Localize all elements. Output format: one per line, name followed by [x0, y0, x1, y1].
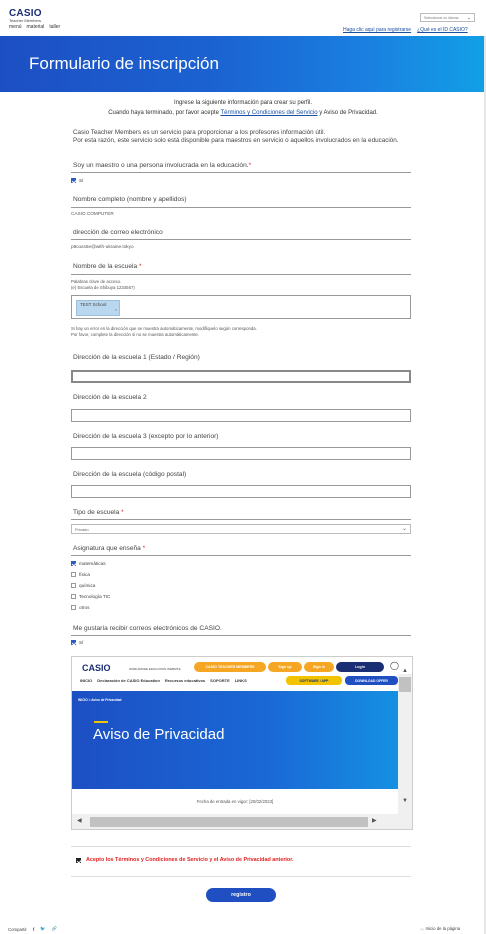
teacher-option-label: Sí: [79, 178, 84, 183]
subject-label: [73, 545, 145, 552]
nav-menu[interactable]: menú: [9, 24, 22, 30]
scroll-thumb[interactable]: [399, 677, 411, 692]
fullname-label: Nombre completo (nombre y apellidos): [73, 196, 187, 203]
frame-nav: [80, 678, 247, 683]
school-type-select[interactable]: [71, 524, 411, 534]
top-links: [343, 27, 468, 33]
divider: [71, 555, 411, 556]
intro-line-2: [0, 110, 486, 116]
checkbox-icon[interactable]: [71, 178, 76, 183]
checkbox-icon[interactable]: [71, 561, 76, 566]
divider: [71, 274, 411, 275]
school-chip-label: TEST School: [80, 302, 107, 307]
logo-subtitle: Teacher Members: [9, 18, 42, 23]
scroll-thumb[interactable]: [90, 817, 368, 827]
what-is-casio-id-link[interactable]: ¿Qué es el ID CASIO?: [417, 27, 468, 33]
teacher-members-pill[interactable]: CASIO TEACHER MEMBERS: [194, 662, 266, 672]
email-label: dirección de correo electrónico: [73, 229, 163, 236]
required-mark: *: [248, 162, 252, 169]
divider: [71, 239, 411, 240]
checkbox-icon[interactable]: [71, 640, 76, 645]
search-icon[interactable]: ◯: [390, 661, 399, 670]
subject-option-label: matemáticas: [79, 561, 106, 566]
school-type-label-text: Tipo de escuela: [73, 509, 120, 516]
subject-label-text: Asignatura que enseña: [73, 545, 141, 552]
checkbox-icon[interactable]: [71, 583, 76, 588]
intro-text-end: y Aviso de Privacidad.: [317, 110, 378, 116]
required-mark: *: [139, 263, 142, 270]
subject-checkbox-math[interactable]: [71, 561, 106, 566]
back-to-top-label: Inicio de la página: [425, 926, 461, 931]
intro-line-1: Ingrese la siguiente información para crear su perfil.: [173, 100, 313, 106]
language-select-value: Seleccionar un idioma: [424, 16, 459, 20]
frame-nav-resources[interactable]: Recursos educativos: [164, 678, 206, 683]
chevron-down-icon: ⌄: [401, 526, 407, 532]
nav-workshop[interactable]: taller: [49, 24, 61, 30]
login-pill[interactable]: Login: [336, 662, 384, 672]
divider: [71, 635, 411, 636]
checkbox-icon[interactable]: [71, 572, 76, 577]
fullname-value: CASIO COMPUTER: [71, 211, 114, 216]
address-note-1: Si hay un error en la dirección que se muestra automáticamente, modifíquelo según corresponda.: [71, 326, 257, 331]
subject-option-label: física: [79, 572, 90, 577]
required-mark: *: [142, 545, 146, 552]
address-1-label: Dirección de la escuela 1 (Estado / Región): [73, 354, 200, 361]
postal-code-input[interactable]: [71, 485, 411, 498]
divider: [71, 207, 411, 208]
address-2-label: Dirección de la escuela 2: [73, 394, 147, 401]
chevron-down-icon: ⌄: [466, 15, 471, 21]
twitter-icon[interactable]: 🐦: [40, 926, 46, 931]
software-app-button[interactable]: SOFTWARE / APP: [286, 676, 342, 685]
address-3-label: Dirección de la escuela 3 (excepto por lo anterior): [73, 433, 219, 440]
emails-opt-checkbox[interactable]: [71, 640, 83, 645]
frame-vertical-scrollbar[interactable]: [398, 668, 413, 814]
subject-checkbox-ict[interactable]: [71, 594, 110, 599]
frame-worldwide-label: WORLDWIDE EDUCATION WEBSITE: [129, 667, 181, 671]
frame-breadcrumb[interactable]: INICIO > Aviso de Privacidad: [78, 698, 122, 702]
accent-line: [94, 721, 108, 723]
frame-casio-logo[interactable]: CASIO: [82, 663, 111, 673]
register-button[interactable]: registro: [206, 888, 276, 902]
frame-horizontal-scrollbar[interactable]: [72, 814, 413, 830]
school-hint: [71, 279, 135, 291]
download-offer-button[interactable]: DOWNLOAD OFFER: [345, 676, 398, 685]
teacher-checkbox[interactable]: [71, 178, 83, 183]
sign-in-pill[interactable]: Sign in: [304, 662, 334, 672]
postal-code-label: Dirección de la escuela (código postal): [73, 471, 187, 478]
link-icon[interactable]: 🔗: [51, 926, 58, 931]
intro-text: Cuando haya terminado, por favor acepte: [108, 110, 221, 116]
frame-nav-home[interactable]: INICIO: [80, 678, 93, 683]
accept-terms-checkbox[interactable]: [76, 857, 294, 863]
privacy-notice-frame[interactable]: [71, 656, 413, 830]
scroll-right-icon[interactable]: ▶: [372, 818, 377, 824]
about-line-2: Por esta razón, este servicio solo está disponible para maestros en servicio o aquellos involucrados en la educación.: [73, 137, 399, 145]
subject-option-label: química: [79, 583, 96, 588]
divider: [71, 519, 411, 520]
frame-nav-links[interactable]: LINKS: [234, 678, 247, 683]
accept-terms-label: Acepto los Términos y Condiciones de Servicio y el Aviso de Privacidad anterior.: [86, 857, 294, 863]
close-icon[interactable]: ×: [114, 307, 117, 312]
scroll-up-icon[interactable]: ▲: [402, 668, 408, 674]
required-mark: *: [121, 509, 124, 516]
school-hint-2: (e) Escuela de Shibuya 1234567): [71, 285, 135, 290]
address-note-2: Por favor, complete la dirección si no se muestra automáticamente.: [71, 332, 200, 337]
share-label: Compartir: [8, 926, 27, 932]
address-3-input[interactable]: [71, 447, 411, 460]
frame-nav-support[interactable]: SOPORTE: [210, 678, 230, 683]
divider: [71, 846, 411, 847]
subject-option-label: Tecnología TIC: [79, 594, 111, 599]
address-note: [71, 326, 257, 338]
school-search-input[interactable]: [71, 295, 411, 319]
frame-banner: [72, 691, 398, 789]
page-banner: [0, 36, 484, 92]
back-to-top-link[interactable]: [420, 926, 460, 932]
terms-link[interactable]: Términos y Condiciones del Servicio: [220, 110, 318, 116]
address-2-input[interactable]: [71, 409, 411, 422]
divider: [71, 876, 411, 877]
emails-opt-option-label: Sí: [79, 640, 84, 645]
teacher-label: [73, 162, 251, 169]
divider: [71, 172, 411, 173]
language-select[interactable]: [420, 13, 475, 22]
subject-option-label: otros: [79, 605, 90, 610]
top-nav: [9, 24, 60, 30]
chevron-up-icon: ︿: [420, 926, 425, 931]
register-link[interactable]: Haga clic aquí para registrarse: [343, 27, 412, 33]
email-value: p8cuss5e@with-ukraine.tokyo: [71, 244, 134, 249]
school-chip[interactable]: [76, 300, 120, 316]
checkbox-icon[interactable]: [71, 594, 76, 599]
school-label: [73, 263, 142, 270]
subject-checkbox-other[interactable]: [71, 605, 89, 610]
school-type-value: Privado: [75, 527, 89, 532]
about-text: [73, 129, 413, 146]
school-type-label: [73, 509, 124, 516]
casio-logo[interactable]: CASIO: [9, 8, 42, 19]
subject-checkbox-chemistry[interactable]: [71, 583, 95, 588]
emails-opt-label: Me gustaría recibir correos electrónicos de CASIO.: [73, 625, 222, 632]
scroll-left-icon[interactable]: ◀: [77, 818, 82, 824]
sign-up-pill[interactable]: Sign up: [268, 662, 302, 672]
subject-checkbox-physics[interactable]: [71, 572, 90, 577]
checkbox-icon[interactable]: [76, 858, 81, 863]
checkbox-icon[interactable]: [71, 605, 76, 610]
share-bar: [8, 926, 57, 932]
nav-material[interactable]: material: [26, 24, 45, 30]
school-hint-1: Palabras clave de acceso.: [71, 279, 122, 284]
address-1-input[interactable]: [71, 370, 411, 383]
effective-date: Fecha de entrada en vigor: [20/02/2023]: [196, 799, 274, 804]
frame-nav-declaration[interactable]: Declaración de CASIO Education: [97, 678, 160, 683]
page-title: Formulario de inscripción: [29, 54, 219, 73]
facebook-icon[interactable]: f: [32, 926, 35, 932]
about-line-1: Casio Teacher Members es un servicio para proporcionar a los profesores información útil.: [73, 129, 326, 136]
scroll-down-icon[interactable]: ▼: [402, 798, 408, 804]
privacy-title: Aviso de Privacidad: [93, 726, 225, 743]
teacher-label-text: Soy un maestro o una persona involucrada en la educación.: [73, 162, 249, 169]
school-label-text: Nombre de la escuela: [73, 263, 138, 270]
